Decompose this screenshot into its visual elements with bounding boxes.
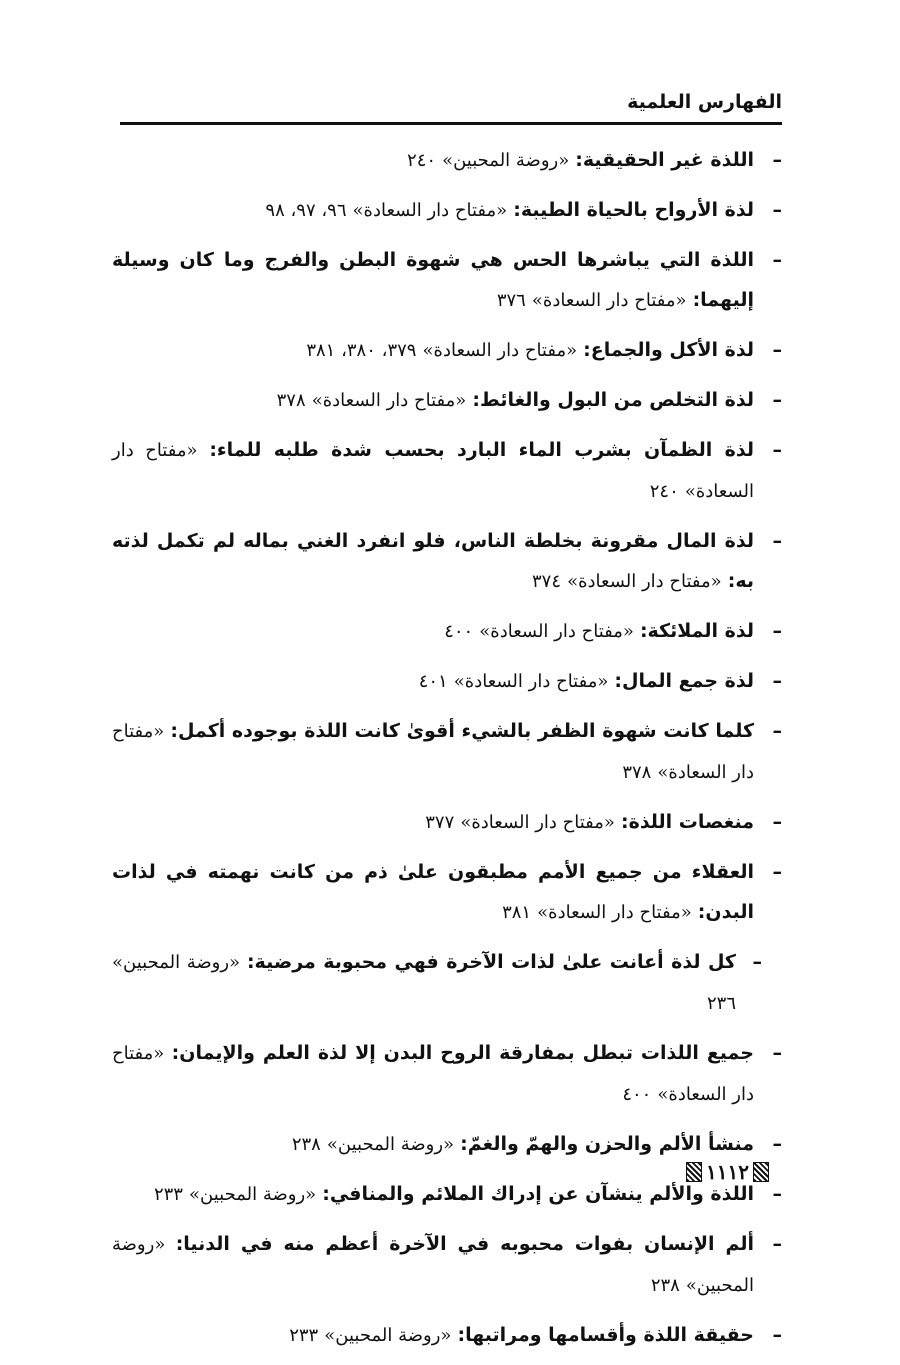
index-entry xyxy=(112,1224,784,1306)
entry-pages: ٤٠٠ xyxy=(622,1084,652,1105)
page-number: ١١١٢ xyxy=(706,1160,749,1184)
entry-source: «مفتاح دار السعادة» xyxy=(112,721,754,783)
entry-source: «مفتاح دار السعادة» xyxy=(460,812,615,833)
entry-dash: – xyxy=(772,389,782,411)
entry-topic: العقلاء من جميع الأمم مطبقون علىٰ ذم من كانت نهمته في لذات البدن: xyxy=(112,861,754,923)
entry-topic: حقيقة اللذة وأقسامها ومراتبها: xyxy=(457,1324,754,1346)
header-title: الفهارس العلمية xyxy=(627,91,782,113)
index-entry xyxy=(112,802,784,843)
index-entry xyxy=(112,661,784,702)
entry-source: «مفتاح دار السعادة» xyxy=(311,390,467,411)
entry-dash: – xyxy=(772,1042,782,1064)
entry-pages: ٣٧٦ xyxy=(496,290,526,311)
page-folio xyxy=(686,1157,782,1187)
entry-pages: ٢٤٠ xyxy=(649,481,679,502)
index-entry xyxy=(112,711,784,793)
entry-source: «مفتاح دار السعادة» xyxy=(112,440,754,502)
index-entry-list xyxy=(112,140,784,1365)
index-entry xyxy=(112,240,784,321)
entry-pages: ٢٣٨ xyxy=(291,1134,321,1155)
entry-dash: – xyxy=(772,1324,782,1346)
index-entry xyxy=(112,1174,784,1215)
entry-source: «مفتاح دار السعادة» xyxy=(352,200,508,221)
entry-topic: جميع اللذات تبطل بمفارقة الروح البدن إلا لذة العلم والإيمان: xyxy=(171,1042,754,1064)
entry-topic: اللذة غير الحقيقية: xyxy=(575,149,754,171)
entry-dash: – xyxy=(772,249,782,271)
entry-topic: منغصات اللذة: xyxy=(621,811,754,833)
entry-pages: ٤٠٠ xyxy=(444,621,474,642)
running-header xyxy=(120,88,782,125)
entry-source: «مفتاح دار السعادة» xyxy=(453,671,609,692)
index-entry xyxy=(112,1315,784,1356)
index-entry xyxy=(112,190,784,231)
entry-dash: – xyxy=(772,149,782,171)
entry-topic: لذة الأرواح بالحياة الطيبة: xyxy=(513,199,754,221)
entry-dash: – xyxy=(772,811,782,833)
entry-topic: لذة الملائكة: xyxy=(639,620,754,642)
entry-topic: كلما كانت شهوة الظفر بالشيء أقوىٰ كانت اللذة بوجوده أكمل: xyxy=(170,720,754,742)
entry-pages: ٣٧٨ xyxy=(622,762,652,783)
entry-source: «مفتاح دار السعادة» xyxy=(112,1043,754,1105)
entry-source: «مفتاح دار السعادة» xyxy=(567,571,722,592)
entry-source: «روضة المحبين» xyxy=(324,1325,452,1346)
entry-topic: ألم الإنسان بفوات محبوبه في الآخرة أعظم منه في الدنيا: xyxy=(175,1233,754,1255)
entry-dash: – xyxy=(772,339,782,361)
index-entry xyxy=(112,140,784,181)
index-entry xyxy=(112,611,784,652)
entry-topic: كل لذة أعانت علىٰ لذات الآخرة فهي محبوبة مرضية: xyxy=(246,951,736,973)
entry-pages: ٣٧٤ xyxy=(532,571,562,592)
index-entry xyxy=(112,1033,784,1115)
index-entry xyxy=(112,942,784,1024)
entry-topic: اللذة التي يباشرها الحس هي شهوة البطن والفرج وما كان وسيلة إليهما: xyxy=(112,249,754,311)
entry-source: «مفتاح دار السعادة» xyxy=(479,621,634,642)
entry-source: «روضة المحبين» xyxy=(189,1184,317,1205)
entry-dash: – xyxy=(772,620,782,642)
entry-source: «روضة المحبين» xyxy=(112,1234,754,1296)
entry-pages: ٩٦، ٩٧، ٩٨ xyxy=(265,200,347,221)
entry-topic: لذة الأكل والجماع: xyxy=(583,339,754,361)
entry-source: «روضة المحبين» xyxy=(326,1134,455,1155)
entry-dash: – xyxy=(772,1183,782,1205)
entry-dash: – xyxy=(772,861,782,883)
ornament-right-icon xyxy=(753,1162,769,1182)
entry-dash: – xyxy=(772,670,782,692)
entry-dash: – xyxy=(772,720,782,742)
entry-source: «مفتاح دار السعادة» xyxy=(422,340,578,361)
entry-pages: ٢٣٨ xyxy=(650,1275,680,1296)
entry-pages: ٣٨١ xyxy=(502,902,532,923)
entry-pages: ٢٣٦ xyxy=(706,993,736,1014)
entry-topic: لذة المال مقرونة بخلطة الناس، فلو انفرد الغني بماله لم تكمل لذته به: xyxy=(112,530,754,592)
entry-source: «روضة المحبين» xyxy=(112,952,241,973)
entry-pages: ٣٧٨ xyxy=(276,390,306,411)
ornament-left-icon xyxy=(686,1162,702,1182)
entry-dash: – xyxy=(772,530,782,552)
entry-pages: ٢٤٠ xyxy=(407,150,437,171)
entry-dash: – xyxy=(772,1133,782,1155)
index-entry xyxy=(112,521,784,602)
entry-topic: لذة جمع المال: xyxy=(614,670,754,692)
index-entry xyxy=(112,330,784,371)
entry-pages: ٤٠١ xyxy=(418,671,448,692)
index-entry xyxy=(112,380,784,421)
entry-dash: – xyxy=(772,1233,782,1255)
entry-source: «مفتاح دار السعادة» xyxy=(537,902,692,923)
index-entry xyxy=(112,1124,784,1165)
entry-pages: ٣٧٧ xyxy=(425,812,455,833)
entry-topic: اللذة والألم ينشآن عن إدراك الملائم والمنافي: xyxy=(322,1183,754,1205)
entry-pages: ٢٣٣ xyxy=(153,1184,183,1205)
index-entry xyxy=(112,430,784,512)
entry-dash: – xyxy=(772,439,782,461)
entry-topic: منشأ الألم والحزن والهمّ والغمّ: xyxy=(460,1133,754,1155)
entry-source: «مفتاح دار السعادة» xyxy=(531,290,687,311)
entry-dash: – xyxy=(772,199,782,221)
entry-topic: لذة الظمآن بشرب الماء البارد بحسب شدة طلبه للماء: xyxy=(209,439,754,461)
entry-pages: ٢٣٣ xyxy=(289,1325,319,1346)
entry-pages: ٣٧٩، ٣٨٠، ٣٨١ xyxy=(306,340,417,361)
index-entry xyxy=(112,852,784,933)
entry-dash: – xyxy=(752,951,762,973)
entry-topic: لذة التخلص من البول والغائط: xyxy=(472,389,754,411)
entry-source: «روضة المحبين» xyxy=(442,150,570,171)
